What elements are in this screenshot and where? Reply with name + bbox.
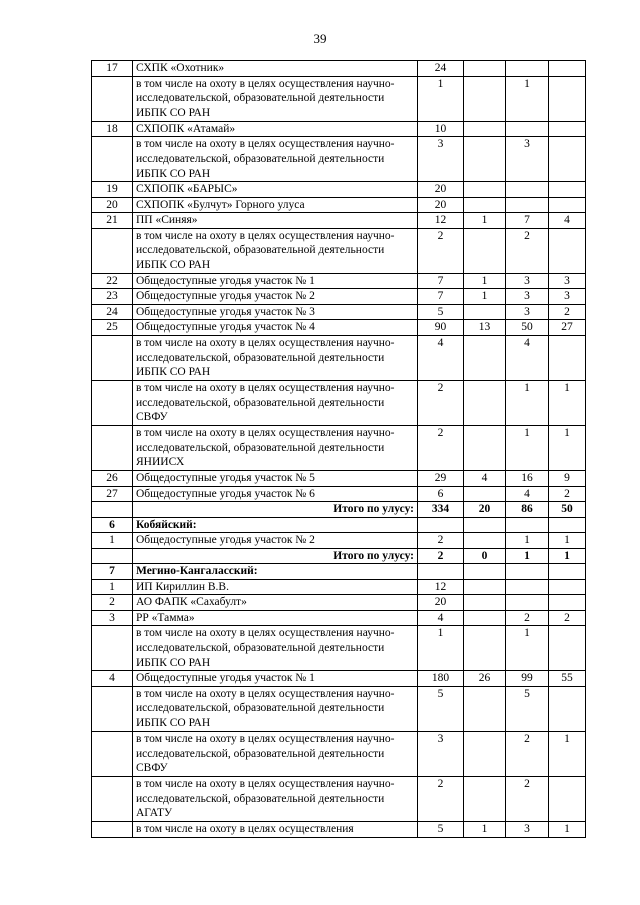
table-row [92, 610, 586, 626]
cell-col3: 1 [506, 533, 549, 549]
table-row [92, 822, 586, 838]
cell-col4 [549, 137, 586, 182]
table-row [92, 471, 586, 487]
cell-col4 [549, 76, 586, 121]
cell-col4: 1 [549, 533, 586, 549]
cell-col4 [549, 61, 586, 77]
table-row [92, 228, 586, 273]
cell-col2: 1 [464, 213, 506, 229]
row-number [92, 626, 133, 671]
cell-col3 [506, 121, 549, 137]
cell-col4 [549, 564, 586, 580]
cell-col3: 3 [506, 304, 549, 320]
cell-col3: 1 [506, 76, 549, 121]
row-name: в том числе на охоту в целях осуществления научно-исследовательской, образовательной деятельности ИБПК СО РАН [133, 686, 418, 731]
cell-col4 [549, 197, 586, 213]
row-name: в том числе на охоту в целях осуществления научно-исследовательской, образовательной деятельности ИБПК СО РАН [133, 228, 418, 273]
row-name: СХПОПК «Булчут» Горного улуса [133, 197, 418, 213]
table-row [92, 686, 586, 731]
cell-col3: 3 [506, 289, 549, 305]
table-row [92, 776, 586, 821]
cell-col4: 4 [549, 213, 586, 229]
row-number [92, 731, 133, 776]
cell-col3: 1 [506, 426, 549, 471]
table-row [92, 76, 586, 121]
row-number [92, 822, 133, 838]
cell-col1: 5 [418, 304, 464, 320]
table-row [92, 671, 586, 687]
cell-col1: 334 [418, 502, 464, 518]
row-name: в том числе на охоту в целях осуществления научно-исследовательской, образовательной деятельности ИБПК СО РАН [133, 335, 418, 380]
row-number: 23 [92, 289, 133, 305]
row-name: Общедоступные угодья участок № 2 [133, 289, 418, 305]
cell-col4: 3 [549, 289, 586, 305]
cell-col4: 55 [549, 671, 586, 687]
cell-col4: 1 [549, 822, 586, 838]
cell-col4 [549, 335, 586, 380]
table-row [92, 380, 586, 425]
table-row [92, 137, 586, 182]
row-name: ПП «Синяя» [133, 213, 418, 229]
cell-col1: 1 [418, 626, 464, 671]
table-row [92, 533, 586, 549]
table-row [92, 289, 586, 305]
row-name: в том числе на охоту в целях осуществления научно-исследовательской, образовательной деятельности ИБПК СО РАН [133, 137, 418, 182]
row-name: СХПОПК «БАРЫС» [133, 182, 418, 198]
table-row [92, 731, 586, 776]
cell-col2 [464, 610, 506, 626]
cell-col2: 20 [464, 502, 506, 518]
row-number: 26 [92, 471, 133, 487]
table-row [92, 579, 586, 595]
row-number [92, 76, 133, 121]
cell-col3: 2 [506, 228, 549, 273]
cell-col2: 1 [464, 822, 506, 838]
cell-col1: 180 [418, 671, 464, 687]
table-row [92, 595, 586, 611]
row-name: в том числе на охоту в целях осуществления [133, 822, 418, 838]
row-name: Общедоступные угодья участок № 4 [133, 320, 418, 336]
row-number [92, 776, 133, 821]
cell-col1: 90 [418, 320, 464, 336]
cell-col1: 20 [418, 197, 464, 213]
row-name: РР «Тамма» [133, 610, 418, 626]
row-number: 6 [92, 517, 133, 533]
quota-table [91, 60, 586, 838]
cell-col4 [549, 182, 586, 198]
row-name: в том числе на охоту в целях осуществления научно-исследовательской, образовательной деятельности СВФУ [133, 380, 418, 425]
cell-col4: 27 [549, 320, 586, 336]
cell-col3: 1 [506, 626, 549, 671]
cell-col3: 4 [506, 335, 549, 380]
table-row [92, 121, 586, 137]
cell-col3: 3 [506, 137, 549, 182]
cell-col1: 2 [418, 533, 464, 549]
cell-col1: 3 [418, 137, 464, 182]
cell-col2: 4 [464, 471, 506, 487]
cell-col1: 29 [418, 471, 464, 487]
cell-col4 [549, 121, 586, 137]
row-number [92, 686, 133, 731]
row-number [92, 502, 133, 518]
total-row [92, 502, 586, 518]
row-number: 25 [92, 320, 133, 336]
cell-col3 [506, 517, 549, 533]
row-name: Общедоступные угодья участок № 5 [133, 471, 418, 487]
row-name: в том числе на охоту в целях осуществления научно-исследовательской, образовательной деятельности АГАТУ [133, 776, 418, 821]
row-number: 4 [92, 671, 133, 687]
table-row [92, 304, 586, 320]
cell-col4 [549, 517, 586, 533]
cell-col4: 1 [549, 380, 586, 425]
cell-col1: 12 [418, 213, 464, 229]
cell-col2 [464, 776, 506, 821]
cell-col1: 5 [418, 822, 464, 838]
cell-col2 [464, 533, 506, 549]
row-number: 20 [92, 197, 133, 213]
cell-col1: 2 [418, 380, 464, 425]
cell-col3 [506, 197, 549, 213]
cell-col2 [464, 380, 506, 425]
row-number: 27 [92, 486, 133, 502]
cell-col3: 4 [506, 486, 549, 502]
cell-col4: 1 [549, 731, 586, 776]
table-row [92, 320, 586, 336]
cell-col3 [506, 595, 549, 611]
total-row [92, 548, 586, 564]
cell-col3: 5 [506, 686, 549, 731]
cell-col4: 2 [549, 304, 586, 320]
cell-col4: 50 [549, 502, 586, 518]
cell-col3: 2 [506, 731, 549, 776]
cell-col2 [464, 228, 506, 273]
cell-col3: 7 [506, 213, 549, 229]
row-number: 17 [92, 61, 133, 77]
cell-col4: 2 [549, 486, 586, 502]
cell-col3: 50 [506, 320, 549, 336]
row-name: Общедоступные угодья участок № 1 [133, 273, 418, 289]
cell-col2 [464, 579, 506, 595]
row-number: 1 [92, 533, 133, 549]
cell-col3: 16 [506, 471, 549, 487]
row-name: Итого по улусу: [133, 548, 418, 564]
table-row [92, 626, 586, 671]
cell-col1: 1 [418, 76, 464, 121]
cell-col2: 0 [464, 548, 506, 564]
table-row [92, 197, 586, 213]
table-row [92, 182, 586, 198]
row-number: 19 [92, 182, 133, 198]
table-row [92, 426, 586, 471]
row-name: Общедоступные угодья участок № 6 [133, 486, 418, 502]
row-number: 1 [92, 579, 133, 595]
cell-col2: 13 [464, 320, 506, 336]
cell-col1 [418, 517, 464, 533]
cell-col4: 9 [549, 471, 586, 487]
row-name: Мегино-Кангаласский: [133, 564, 418, 580]
cell-col3: 3 [506, 273, 549, 289]
cell-col4 [549, 228, 586, 273]
cell-col3 [506, 579, 549, 595]
cell-col4 [549, 686, 586, 731]
cell-col3: 1 [506, 380, 549, 425]
cell-col1: 24 [418, 61, 464, 77]
row-number: 2 [92, 595, 133, 611]
cell-col1: 4 [418, 610, 464, 626]
cell-col2 [464, 197, 506, 213]
cell-col4: 1 [549, 426, 586, 471]
cell-col2 [464, 61, 506, 77]
cell-col4: 3 [549, 273, 586, 289]
cell-col1: 6 [418, 486, 464, 502]
row-number: 3 [92, 610, 133, 626]
row-number [92, 380, 133, 425]
table-row [92, 486, 586, 502]
cell-col4 [549, 626, 586, 671]
cell-col2 [464, 626, 506, 671]
cell-col1: 7 [418, 289, 464, 305]
cell-col3: 1 [506, 548, 549, 564]
cell-col3: 86 [506, 502, 549, 518]
row-number [92, 137, 133, 182]
cell-col2 [464, 686, 506, 731]
row-name: в том числе на охоту в целях осуществления научно-исследовательской, образовательной деятельности ИБПК СО РАН [133, 626, 418, 671]
row-name: в том числе на охоту в целях осуществления научно-исследовательской, образовательной деятельности ЯНИИСХ [133, 426, 418, 471]
row-number: 24 [92, 304, 133, 320]
row-name: СХПОПК «Атамай» [133, 121, 418, 137]
cell-col1: 20 [418, 595, 464, 611]
cell-col2 [464, 137, 506, 182]
cell-col1: 12 [418, 579, 464, 595]
cell-col2 [464, 335, 506, 380]
cell-col1: 4 [418, 335, 464, 380]
cell-col2 [464, 76, 506, 121]
cell-col1: 2 [418, 426, 464, 471]
row-name: в том числе на охоту в целях осуществления научно-исследовательской, образовательной деятельности ИБПК СО РАН [133, 76, 418, 121]
row-number: 21 [92, 213, 133, 229]
cell-col1: 5 [418, 686, 464, 731]
row-number: 7 [92, 564, 133, 580]
cell-col3 [506, 61, 549, 77]
cell-col2: 26 [464, 671, 506, 687]
cell-col3: 2 [506, 776, 549, 821]
cell-col4: 2 [549, 610, 586, 626]
cell-col3 [506, 182, 549, 198]
cell-col1 [418, 564, 464, 580]
table-row [92, 273, 586, 289]
cell-col2 [464, 182, 506, 198]
row-name: ИП Кириллин В.В. [133, 579, 418, 595]
cell-col3 [506, 564, 549, 580]
cell-col1: 7 [418, 273, 464, 289]
row-name: Общедоступные угодья участок № 3 [133, 304, 418, 320]
section-row [92, 564, 586, 580]
cell-col4 [549, 579, 586, 595]
cell-col3: 99 [506, 671, 549, 687]
cell-col2 [464, 731, 506, 776]
cell-col2 [464, 595, 506, 611]
cell-col3: 3 [506, 822, 549, 838]
page-number: 39 [313, 31, 327, 46]
table-row [92, 335, 586, 380]
cell-col2 [464, 304, 506, 320]
row-name: Кобяйский: [133, 517, 418, 533]
row-name: Общедоступные угодья участок № 1 [133, 671, 418, 687]
row-name: АО ФАПК «Сахабулт» [133, 595, 418, 611]
cell-col1: 3 [418, 731, 464, 776]
cell-col2 [464, 121, 506, 137]
cell-col1: 2 [418, 548, 464, 564]
row-name: в том числе на охоту в целях осуществления научно-исследовательской, образовательной деятельности СВФУ [133, 731, 418, 776]
row-number [92, 228, 133, 273]
cell-col2 [464, 486, 506, 502]
row-number [92, 335, 133, 380]
cell-col2 [464, 564, 506, 580]
cell-col2: 1 [464, 273, 506, 289]
section-row [92, 517, 586, 533]
cell-col2 [464, 426, 506, 471]
cell-col2 [464, 517, 506, 533]
cell-col3: 2 [506, 610, 549, 626]
row-number [92, 426, 133, 471]
row-number [92, 548, 133, 564]
row-number: 22 [92, 273, 133, 289]
cell-col4 [549, 776, 586, 821]
cell-col4 [549, 595, 586, 611]
cell-col1: 2 [418, 776, 464, 821]
cell-col1: 20 [418, 182, 464, 198]
table-row [92, 213, 586, 229]
cell-col1: 10 [418, 121, 464, 137]
row-name: Общедоступные угодья участок № 2 [133, 533, 418, 549]
cell-col2: 1 [464, 289, 506, 305]
cell-col4: 1 [549, 548, 586, 564]
row-number: 18 [92, 121, 133, 137]
row-name: СХПК «Охотник» [133, 61, 418, 77]
table-row [92, 61, 586, 77]
row-name: Итого по улусу: [133, 502, 418, 518]
cell-col1: 2 [418, 228, 464, 273]
